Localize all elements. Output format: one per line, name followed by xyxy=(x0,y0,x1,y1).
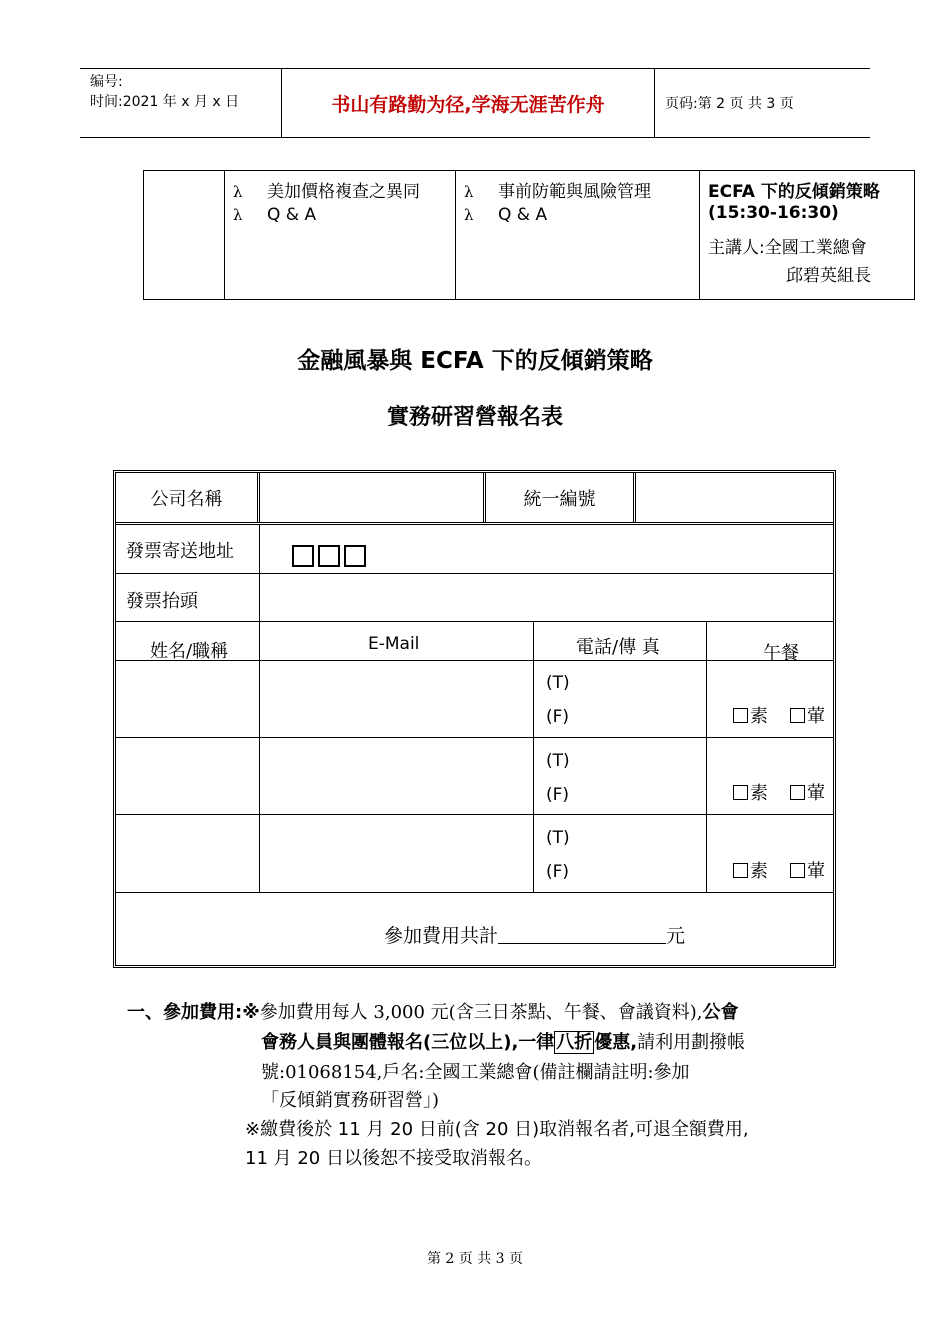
checkbox-icon xyxy=(790,863,805,878)
cancellation-note: 11 月 20 日以後恕不接受取消報名。 xyxy=(245,1148,542,1169)
meal-option-meat[interactable] xyxy=(790,702,825,728)
invoice-address-field[interactable] xyxy=(292,545,370,567)
invoice-title-label: 發票抬頭 xyxy=(126,591,198,612)
attendee-name-field[interactable] xyxy=(118,739,258,813)
phone-label: (T) xyxy=(546,673,570,693)
fee-notes-text: 請利用劃撥帳 xyxy=(637,1032,746,1053)
schedule-item xyxy=(233,177,420,202)
schedule-item-text: Q & A xyxy=(267,205,317,225)
meal-option-vegetarian[interactable] xyxy=(733,702,768,728)
total-fee-label: 參加費用共計 xyxy=(384,925,499,947)
fee-notes-line: 「反傾銷實務研習營」) xyxy=(261,1090,440,1111)
discount-highlight: 八折 xyxy=(556,1032,593,1053)
checkbox-icon xyxy=(790,708,805,723)
meal-option-label: 素 xyxy=(750,861,768,882)
schedule-item-text: 美加價格複查之異同 xyxy=(267,182,420,202)
fax-label: (F) xyxy=(546,785,570,805)
postal-code-box-icon xyxy=(318,545,340,567)
schedule-item xyxy=(464,177,651,202)
total-fee-line xyxy=(384,921,685,948)
fee-notes-text-bold: 會務人員與團體報名(三位以上),一律 xyxy=(261,1032,555,1053)
invoice-address-label: 發票寄送地址 xyxy=(126,541,234,562)
postal-code-box-icon xyxy=(344,545,366,567)
meal-option-label: 葷 xyxy=(807,861,825,882)
document-number-label: 编号: xyxy=(90,74,123,90)
schedule-item xyxy=(233,205,316,225)
schedule-col-2 xyxy=(224,171,455,299)
column-name-title: 姓名/職稱 xyxy=(150,641,229,662)
session-speaker-name: 邱碧英組長 xyxy=(786,266,871,286)
header-page-info-text: 页码:第 2 页 共 3 页 xyxy=(665,96,794,112)
form-subtitle: 實務研習營報名表 xyxy=(386,405,563,430)
note-mark: ※ xyxy=(242,1002,260,1023)
company-name-field[interactable] xyxy=(261,476,481,520)
checkbox-icon xyxy=(733,708,748,723)
document-time-label: 时间:2021 年 x 月 x 日 xyxy=(90,94,240,110)
meal-option-vegetarian[interactable] xyxy=(733,779,768,805)
meal-option-label: 葷 xyxy=(807,783,825,804)
page-footer: 第 2 页 共 3 页 xyxy=(426,1251,524,1267)
attendee-email-field[interactable] xyxy=(262,662,532,736)
session-time: (15:30-16:30) xyxy=(708,203,839,223)
bullet-icon: λ xyxy=(233,183,243,201)
fee-notes-line: 號:01068154,戶名:全國工業總會(備註欄請註明:參加 xyxy=(261,1062,690,1083)
postal-code-box-icon xyxy=(292,545,314,567)
schedule-item-text: Q & A xyxy=(498,205,548,225)
header-motto: 书山有路勤为径,学海无涯苦作舟 xyxy=(282,69,655,137)
fee-notes-heading: 一、參加費用: xyxy=(127,1002,243,1023)
cancellation-note: ※繳費後於 11 月 20 日前(含 20 日)取消報名者,可退全額費用, xyxy=(245,1119,749,1140)
phone-label: (T) xyxy=(546,828,570,848)
session-speaker: 主講人:全國工業總會 xyxy=(708,238,867,258)
form-title: 金融風暴與 ECFA 下的反傾銷策略 xyxy=(297,348,653,374)
total-fee-field[interactable] xyxy=(498,923,666,944)
company-name-label: 公司名稱 xyxy=(150,489,223,510)
schedule-table xyxy=(143,170,915,300)
meal-option-label: 素 xyxy=(750,706,768,727)
bullet-icon: λ xyxy=(464,183,474,201)
total-fee-unit: 元 xyxy=(666,925,686,947)
session-title: ECFA 下的反傾銷策略 xyxy=(708,182,880,202)
attendee-name-field[interactable] xyxy=(118,662,258,736)
column-email: E-Mail xyxy=(368,634,420,654)
column-phone-fax: 電話/傳 真 xyxy=(576,637,660,658)
meal-option-label: 葷 xyxy=(807,706,825,727)
registration-form xyxy=(113,470,836,968)
invoice-title-field[interactable] xyxy=(262,575,832,620)
fee-notes-text-bold: 公會 xyxy=(702,1002,739,1023)
fax-label: (F) xyxy=(546,707,570,727)
schedule-item xyxy=(464,205,547,225)
fax-label: (F) xyxy=(546,862,570,882)
meal-option-vegetarian[interactable] xyxy=(733,857,768,883)
attendee-email-field[interactable] xyxy=(262,816,532,891)
fee-notes-line xyxy=(127,998,738,1028)
fee-notes-text: 參加費用每人 3,000 元(含三日茶點、午餐、會議資料), xyxy=(259,1002,703,1023)
schedule-item-text: 事前防範與風險管理 xyxy=(498,182,651,202)
fee-notes-text-bold: 優惠, xyxy=(594,1032,638,1053)
checkbox-icon xyxy=(733,863,748,878)
phone-label: (T) xyxy=(546,751,570,771)
checkbox-icon xyxy=(790,785,805,800)
schedule-col-3 xyxy=(455,171,699,299)
bullet-icon: λ xyxy=(233,206,243,224)
schedule-col-4 xyxy=(699,171,914,299)
header-page-info xyxy=(655,69,870,137)
attendee-email-field[interactable] xyxy=(262,739,532,813)
checkbox-icon xyxy=(733,785,748,800)
meal-option-meat[interactable] xyxy=(790,857,825,883)
page-header xyxy=(80,68,870,138)
column-lunch: 午餐 xyxy=(763,643,799,664)
attendee-name-field[interactable] xyxy=(118,816,258,891)
meal-option-meat[interactable] xyxy=(790,779,825,805)
tax-id-label: 統一編號 xyxy=(523,489,596,510)
header-meta xyxy=(80,69,282,137)
bullet-icon: λ xyxy=(464,206,474,224)
meal-option-label: 素 xyxy=(750,783,768,804)
fee-notes-line xyxy=(261,1028,745,1058)
tax-id-field[interactable] xyxy=(637,476,831,520)
